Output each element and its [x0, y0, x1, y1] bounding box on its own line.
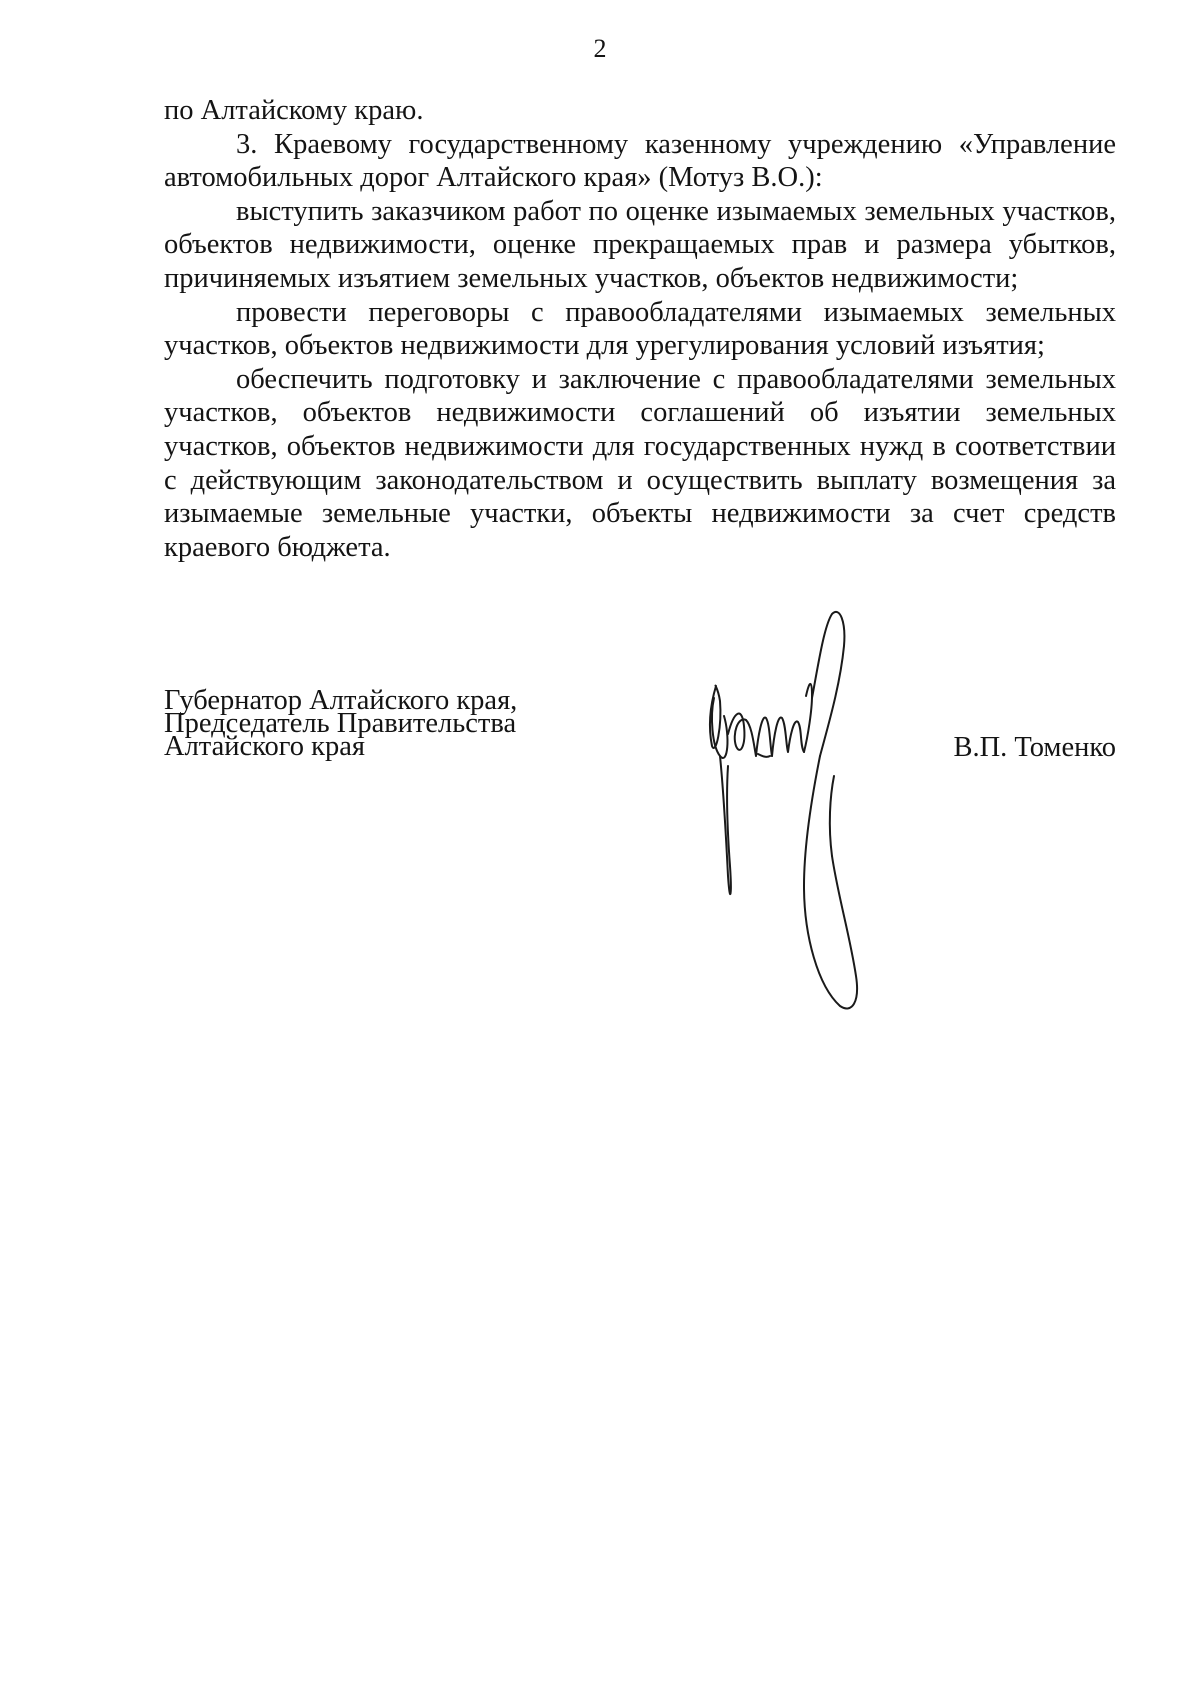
position-line: Губернатор Алтайского края, [164, 685, 518, 716]
paragraph-negotiations: провести переговоры с правообладателями изымаемых земельных участков, объектов недвижимости для урегулирования условий изъятия; [164, 296, 1116, 362]
position-line: Алтайского края [164, 731, 366, 762]
signer-name: В.П. Томенко [953, 732, 1116, 763]
paragraph-item-3: 3. Краевому государственному казенному учреждению «Управление автомобильных дорог Алтайского края» (Мотуз В.О.): [164, 128, 1116, 194]
document-body [164, 94, 1116, 564]
position-line: Председатель Правительства [164, 708, 517, 739]
paragraph-agreements: обеспечить подготовку и заключение с правообладателями земельных участков, объектов недвижимости соглашений об изъятии земельных участков, объектов недвижимости для государственных нужд в соответствии с действующим законодательством и осуществить выплату возмещения за изымаемые земельные участки, объекты недвижимости за счет средств краевого бюджета. [164, 363, 1116, 563]
signatory-position [164, 685, 518, 762]
paragraph-assessment: выступить заказчиком работ по оценке изымаемых земельных участков, объектов недвижимости, оценке прекращаемых прав и размера убытков, причиняемых изъятием земельных участков, объектов недвижимости; [164, 195, 1116, 294]
handwritten-signature [700, 606, 870, 1016]
paragraph-continuation: по Алтайскому краю. [164, 95, 424, 126]
page-number: 2 [593, 34, 607, 63]
